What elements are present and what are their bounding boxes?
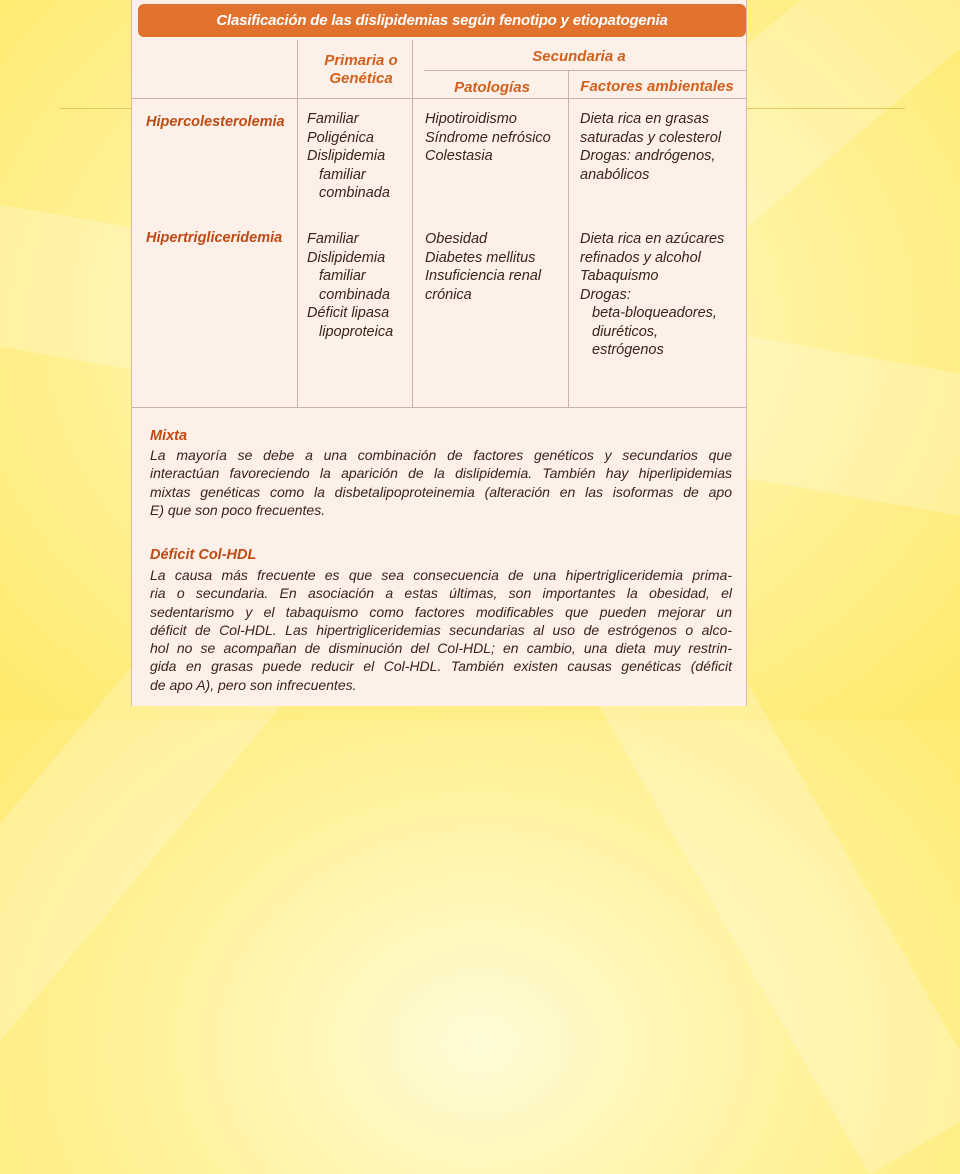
header-primaria bbox=[299, 52, 423, 88]
cell-line: Tabaquismo bbox=[580, 268, 659, 284]
cell-line: Dislipidemia bbox=[307, 148, 386, 164]
col-divider bbox=[297, 40, 298, 408]
slide-divider-left bbox=[60, 108, 131, 109]
paragraph-line: sedentarismo y el tabaquismo como factores modificables que pueden mejorar un bbox=[150, 603, 732, 620]
paragraph-deficit bbox=[150, 566, 732, 694]
cell-line: estrógenos bbox=[592, 342, 664, 358]
paragraph-line: gida en grasas puede reducir el Col-HDL. También existen causas genéticas (déficit bbox=[150, 658, 732, 675]
paragraph-line: mixtas genéticas como la disbetalipoproteinemia (alteración en las isoformas de apo bbox=[150, 483, 732, 500]
cell-line: diuréticos, bbox=[592, 323, 659, 340]
row-label-hipertrigliceridemia: Hipertrigliceridemia bbox=[146, 230, 283, 246]
cell-line: Familiar bbox=[307, 231, 359, 247]
header-patologias: Patologías bbox=[454, 79, 530, 96]
cell-primaria bbox=[307, 110, 390, 203]
cell-line: Familiar bbox=[307, 111, 359, 127]
cell-line: lipoproteica bbox=[319, 323, 394, 340]
paragraph-line: La causa más frecuente es que sea consecuencia de una hipertrigliceridemia prima- bbox=[150, 567, 732, 583]
section-title-deficit: Déficit Col-HDL bbox=[150, 547, 257, 563]
paragraph-line: E) que son poco frecuentes. bbox=[150, 501, 326, 518]
paragraph-line: La mayoría se debe a una combinación de factores genéticos y secundarios que bbox=[150, 447, 732, 463]
header-divider bbox=[424, 70, 746, 71]
classification-table bbox=[131, 0, 747, 706]
cell-line: Insuficiencia renal bbox=[425, 268, 542, 284]
row-label-hipercolesterolemia: Hipercolesterolemia bbox=[146, 114, 285, 130]
header-divider bbox=[132, 98, 746, 99]
cell-line: Diabetes mellitus bbox=[425, 249, 536, 266]
cell-line: Drogas: andrógenos, bbox=[580, 148, 716, 164]
paragraph-line: déficit de Col-HDL. Las hipertrigliceridemias secundarias al uso de estrógenos o alco- bbox=[150, 621, 732, 638]
table-bottom bbox=[132, 407, 746, 408]
header-primaria-line: Primaria o bbox=[324, 52, 398, 69]
table-title: Clasificación de las dislipidemias según fenotipo y etiopatogenia bbox=[138, 4, 746, 37]
cell-factores bbox=[580, 230, 724, 360]
slide-divider-right bbox=[745, 108, 905, 109]
header-primaria-line: Genética bbox=[329, 70, 393, 87]
col-divider bbox=[412, 40, 413, 408]
cell-line: Drogas: bbox=[580, 286, 631, 303]
cell-line: beta-bloqueadores, bbox=[592, 305, 717, 321]
cell-line: anabólicos bbox=[580, 166, 650, 183]
cell-line: Dieta rica en azúcares bbox=[580, 231, 725, 247]
cell-line: Déficit lipasa bbox=[307, 305, 390, 321]
cell-line: saturadas y colesterol bbox=[580, 129, 722, 146]
cell-line: Obesidad bbox=[425, 231, 488, 247]
cell-line: combinada bbox=[319, 185, 390, 201]
paragraph-line: hol no se acompañan de disminución del Col-HDL; en cambio, una dieta muy restrin- bbox=[150, 640, 732, 657]
header-secundaria: Secundaria a bbox=[532, 48, 626, 65]
cell-factores bbox=[580, 110, 721, 184]
cell-line: Poligénica bbox=[307, 129, 374, 146]
col-divider bbox=[568, 70, 569, 408]
cell-line: Colestasia bbox=[425, 148, 493, 164]
cell-line: Hipotiroidismo bbox=[425, 111, 517, 127]
paragraph-mixta bbox=[150, 446, 732, 519]
cell-line: Dislipidemia bbox=[307, 249, 386, 266]
cell-line: refinados y alcohol bbox=[580, 249, 701, 266]
section-title-mixta: Mixta bbox=[150, 428, 188, 444]
cell-line: familiar bbox=[319, 166, 366, 183]
header-factores: Factores ambientales bbox=[580, 78, 734, 95]
cell-patologias bbox=[425, 110, 551, 166]
cell-line: Síndrome nefrósico bbox=[425, 129, 551, 146]
cell-line: Dieta rica en grasas bbox=[580, 111, 709, 127]
cell-line: combinada bbox=[319, 286, 390, 303]
cell-patologias bbox=[425, 230, 541, 304]
paragraph-line: de apo A), pero son infrecuentes. bbox=[150, 676, 357, 693]
paragraph-line: ria o secundaria. En asociación a estas últimas, son importantes la obesidad, el bbox=[150, 585, 732, 602]
cell-line: familiar bbox=[319, 268, 366, 284]
paragraph-line: interactúan favoreciendo la aparición de la dislipidemia. También hay hiperlipidemias bbox=[150, 465, 732, 482]
cell-primaria bbox=[307, 230, 393, 341]
cell-line: crónica bbox=[425, 286, 472, 303]
